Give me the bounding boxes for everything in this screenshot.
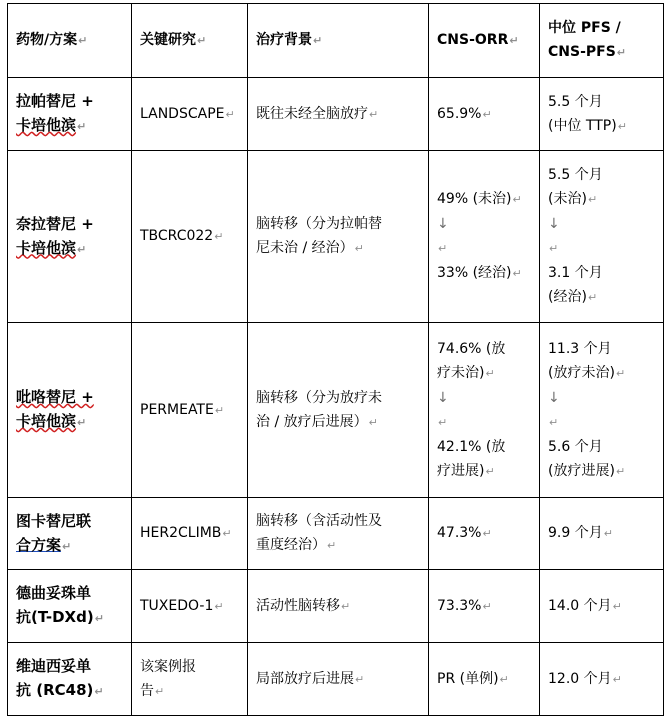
orr-cell: 74.6% (放 疗未治)↵ ↓ ↵ 42.1% (放 疗进展)↵: [429, 323, 540, 498]
study-cell: LANDSCAPE↵: [132, 78, 248, 151]
pfs-cell: 5.5 个月 (未治)↵ ↓ ↵ 3.1 个月 (经治)↵: [540, 151, 664, 323]
background-cell: 局部放疗后进展↵: [248, 643, 429, 716]
orr-cell: 47.3%↵: [429, 498, 540, 570]
pfs-cell: 12.0 个月↵: [540, 643, 664, 716]
drug-cell: 维迪西妥单 抗 (RC48)↵: [8, 643, 132, 716]
table-row: [8, 78, 664, 151]
table-header-row: [8, 4, 664, 78]
table-row: [8, 498, 664, 570]
table-row: [8, 570, 664, 643]
drug-cell: 奈拉替尼 + 卡培他滨↵: [8, 151, 132, 323]
pfs-cell: 5.5 个月 (中位 TTP)↵: [540, 78, 664, 151]
header-drug: 药物/方案↵: [8, 4, 132, 78]
background-cell: 活动性脑转移↵: [248, 570, 429, 643]
comparison-table: [7, 3, 664, 716]
study-cell: TUXEDO-1↵: [132, 570, 248, 643]
pfs-cell: 14.0 个月↵: [540, 570, 664, 643]
study-cell: 该案例报 告↵: [132, 643, 248, 716]
study-cell: TBCRC022↵: [132, 151, 248, 323]
background-cell: 既往未经全脑放疗↵: [248, 78, 429, 151]
orr-cell: 65.9%↵: [429, 78, 540, 151]
study-cell: PERMEATE↵: [132, 323, 248, 498]
orr-cell: 73.3%↵: [429, 570, 540, 643]
header-pfs: 中位 PFS / CNS-PFS↵: [540, 4, 664, 78]
table-row: [8, 643, 664, 716]
header-study: 关键研究↵: [132, 4, 248, 78]
table-row: [8, 151, 664, 323]
background-cell: 脑转移（分为拉帕替 尼未治 / 经治）↵: [248, 151, 429, 323]
pfs-cell: 11.3 个月 (放疗未治)↵ ↓ ↵ 5.6 个月 (放疗进展)↵: [540, 323, 664, 498]
header-background: 治疗背景↵: [248, 4, 429, 78]
background-cell: 脑转移（含活动性及 重度经治）↵: [248, 498, 429, 570]
drug-cell: 图卡替尼联 合方案↵: [8, 498, 132, 570]
table-row: [8, 323, 664, 498]
study-cell: HER2CLIMB↵: [132, 498, 248, 570]
drug-cell: 吡咯替尼 + 卡培他滨↵: [8, 323, 132, 498]
orr-cell: 49% (未治)↵ ↓ ↵ 33% (经治)↵: [429, 151, 540, 323]
header-orr: CNS-ORR↵: [429, 4, 540, 78]
pfs-cell: 9.9 个月↵: [540, 498, 664, 570]
background-cell: 脑转移（分为放疗未 治 / 放疗后进展）↵: [248, 323, 429, 498]
drug-cell: 拉帕替尼 + 卡培他滨↵: [8, 78, 132, 151]
drug-cell: 德曲妥珠单 抗(T-DXd)↵: [8, 570, 132, 643]
orr-cell: PR (单例)↵: [429, 643, 540, 716]
